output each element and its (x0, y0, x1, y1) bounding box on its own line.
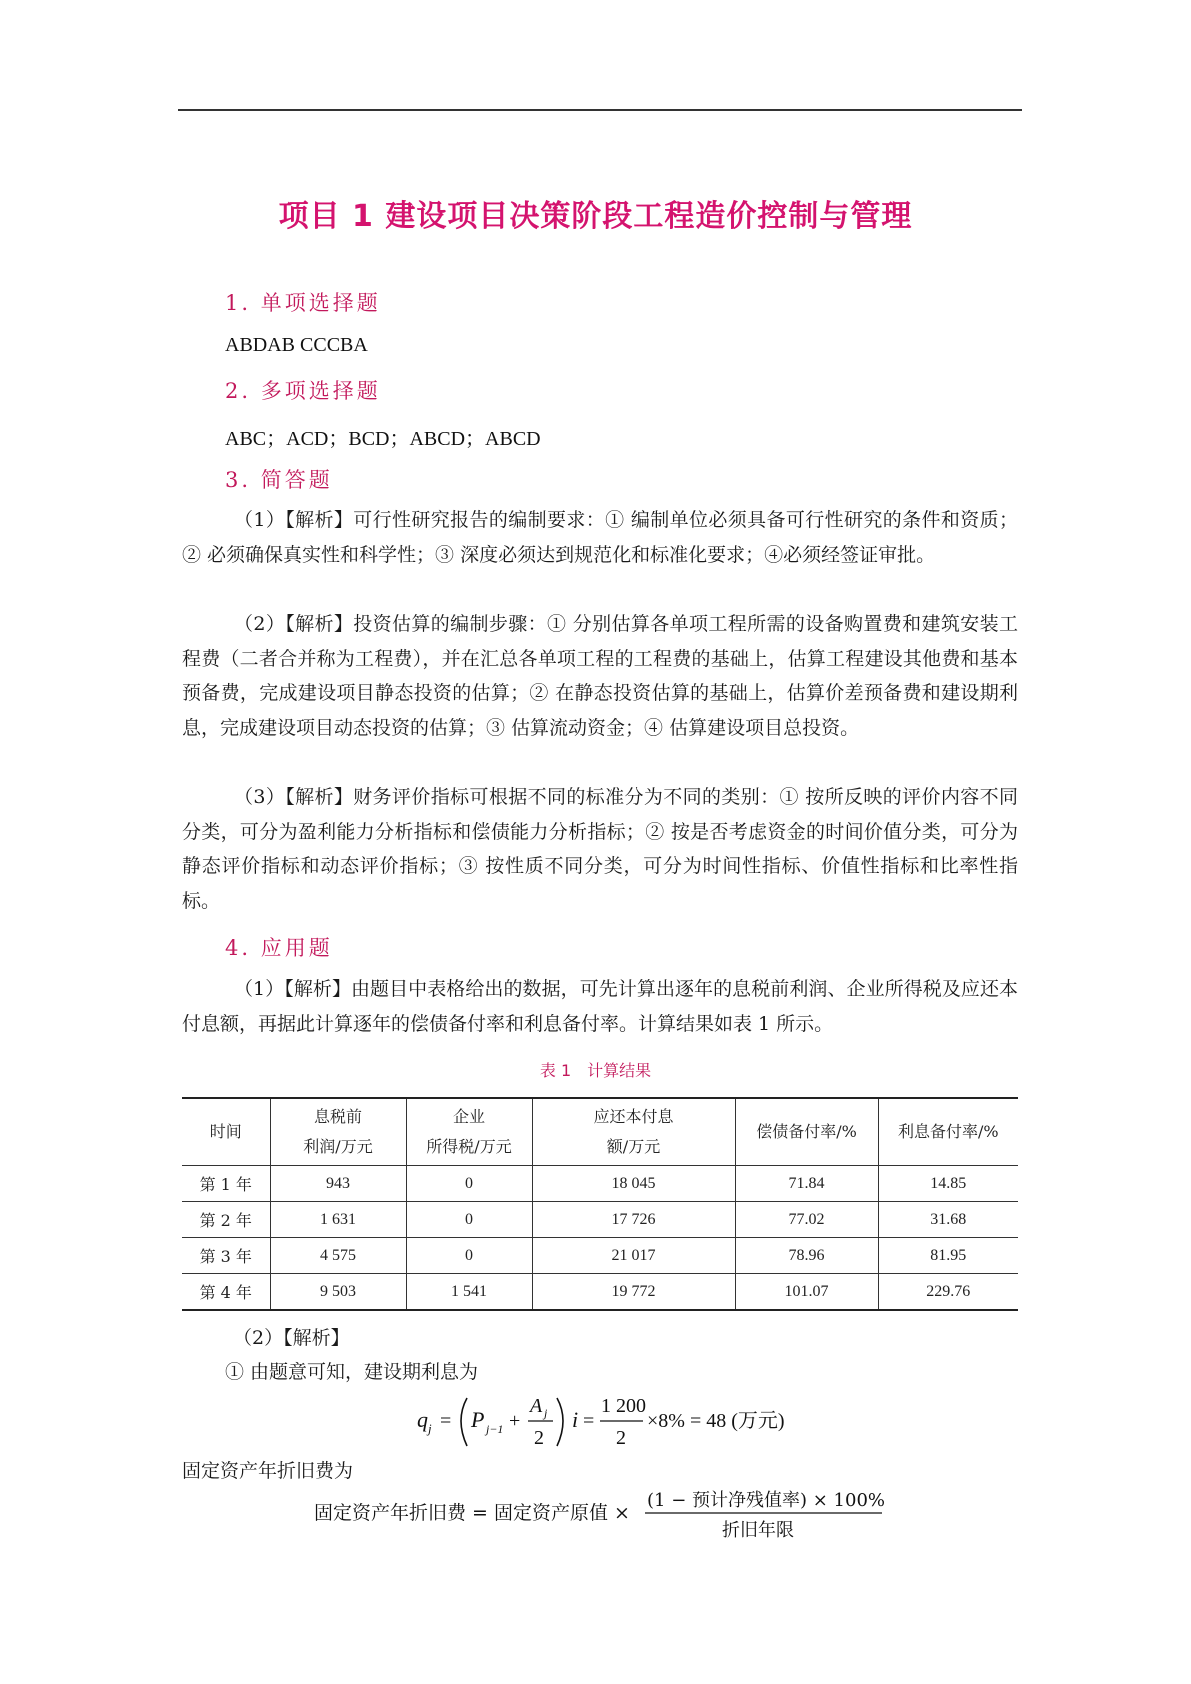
cell-icr: 14.85 (878, 1166, 1018, 1202)
table-header-row (182, 1098, 1018, 1166)
section-heading-application: 4. 应用题 (225, 936, 333, 960)
page-title: 项目 1 建设项目决策阶段工程造价控制与管理 (278, 199, 913, 234)
cell-ebit: 943 (270, 1166, 406, 1202)
application-paragraph-1: （1）【解析】由题目中表格给出的数据，可先计算出逐年的息税前利润、企业所得税及应还本付息额，再据此计算逐年的偿债备付率和利息备付率。计算结果如表 1 所示。 (182, 978, 1018, 1035)
table-caption: 表 1 计算结果 (539, 1061, 652, 1080)
svg-text:j: j (544, 1406, 548, 1420)
section-heading-short-answer: 3. 简答题 (225, 468, 333, 492)
header-icr: 利息备付率/% (878, 1098, 1018, 1166)
depreciation-formula (312, 1484, 892, 1546)
cell-year: 第 2 年 (182, 1202, 270, 1238)
cell-icr: 81.95 (878, 1238, 1018, 1274)
table-row (182, 1274, 1018, 1311)
interest-formula (415, 1388, 805, 1452)
cell-ebit: 4 575 (270, 1238, 406, 1274)
svg-text:P: P (471, 1407, 485, 1432)
cell-income-tax: 0 (406, 1166, 532, 1202)
cell-dscr: 77.02 (735, 1202, 878, 1238)
depreciation-intro: 固定资产年折旧费为 (182, 1460, 354, 1482)
svg-text:q: q (417, 1407, 428, 1432)
results-table (182, 1097, 1018, 1311)
cell-year: 第 3 年 (182, 1238, 270, 1274)
svg-text:(1 − 预计净残值率) × 100%: (1 − 预计净残值率) × 100% (647, 1490, 886, 1511)
header-ebit: 息税前 利润/万元 (270, 1098, 406, 1166)
header-rule (178, 109, 1022, 111)
table-row (182, 1166, 1018, 1202)
svg-text:×8% = 48 (万元): ×8% = 48 (万元) (647, 1410, 785, 1432)
svg-text:j−1: j−1 (486, 1422, 504, 1436)
short-answer-paragraph-3: （3）【解析】财务评价指标可根据不同的标准分为不同的类别：① 按所反映的评价内容不同分类，可分为盈利能力分析指标和偿债能力分析指标；② 按是否考虑资金的时间价值分类，可分为静态评价指标和动态评价指标；③ 按性质不同分类，可分为时间性指标、价值性指标和比率性指标。 (182, 786, 1018, 912)
svg-text:=: = (583, 1410, 595, 1432)
cell-dscr: 78.96 (735, 1238, 878, 1274)
svg-text:j: j (428, 1421, 432, 1436)
cell-income-tax: 0 (406, 1238, 532, 1274)
svg-text:固定资产年折旧费 = 固定资产原值 ×: 固定资产年折旧费 = 固定资产原值 × (314, 1502, 630, 1524)
single-choice-answers: ABDAB CCCBA (225, 334, 368, 356)
cell-debt-service: 21 017 (532, 1238, 735, 1274)
multi-choice-answers: ABC；ACD；BCD；ABCD；ABCD (225, 428, 541, 450)
svg-text:=: = (440, 1410, 452, 1432)
table-row (182, 1238, 1018, 1274)
cell-dscr: 71.84 (735, 1166, 878, 1202)
short-answer-paragraph-1: （1）【解析】可行性研究报告的编制要求：① 编制单位必须具备可行性研究的条件和资质；② 必须确保真实性和科学性；③ 深度必须达到规范化和标准化要求；④必须经签证审批。 (182, 509, 1018, 566)
cell-debt-service: 17 726 (532, 1202, 735, 1238)
section-heading-multi-choice: 2. 多项选择题 (225, 379, 381, 403)
cell-ebit: 1 631 (270, 1202, 406, 1238)
header-dscr: 偿债备付率/% (735, 1098, 878, 1166)
cell-icr: 31.68 (878, 1202, 1018, 1238)
cell-year: 第 4 年 (182, 1274, 270, 1311)
svg-text:+: + (509, 1410, 521, 1432)
cell-icr: 229.76 (878, 1274, 1018, 1311)
cell-debt-service: 19 772 (532, 1274, 735, 1311)
header-income-tax: 企业 所得税/万元 (406, 1098, 532, 1166)
svg-text:1 200: 1 200 (601, 1395, 646, 1417)
cell-dscr: 101.07 (735, 1274, 878, 1311)
cell-ebit: 9 503 (270, 1274, 406, 1311)
section-heading-single-choice: 1. 单项选择题 (225, 291, 381, 315)
svg-text:A: A (530, 1395, 543, 1417)
header-debt-service: 应还本付息 额/万元 (532, 1098, 735, 1166)
svg-text:折旧年限: 折旧年限 (722, 1520, 794, 1541)
cell-income-tax: 0 (406, 1202, 532, 1238)
header-time: 时间 (182, 1098, 270, 1166)
cell-income-tax: 1 541 (406, 1274, 532, 1311)
short-answer-paragraph-2: （2）【解析】投资估算的编制步骤：① 分别估算各单项工程所需的设备购置费和建筑安装工程费（二者合并称为工程费），并在汇总各单项工程的工程费的基础上，估算工程建设其他费和基本预备费，完成建设项目静态投资的估算；② 在静态投资估算的基础上，估算价差预备费和建设期利息，完成建设项目动态投资的估算；③ 估算流动资金；④ 估算建设项目总投资。 (182, 613, 1018, 739)
svg-text:2: 2 (534, 1427, 544, 1449)
application-part2-intro: ① 由题意可知，建设期利息为 (225, 1361, 479, 1383)
cell-debt-service: 18 045 (532, 1166, 735, 1202)
svg-text:i: i (572, 1407, 579, 1432)
cell-year: 第 1 年 (182, 1166, 270, 1202)
application-part2-label: （2）【解析】 (233, 1327, 350, 1349)
svg-text:2: 2 (616, 1427, 626, 1449)
table-row (182, 1202, 1018, 1238)
